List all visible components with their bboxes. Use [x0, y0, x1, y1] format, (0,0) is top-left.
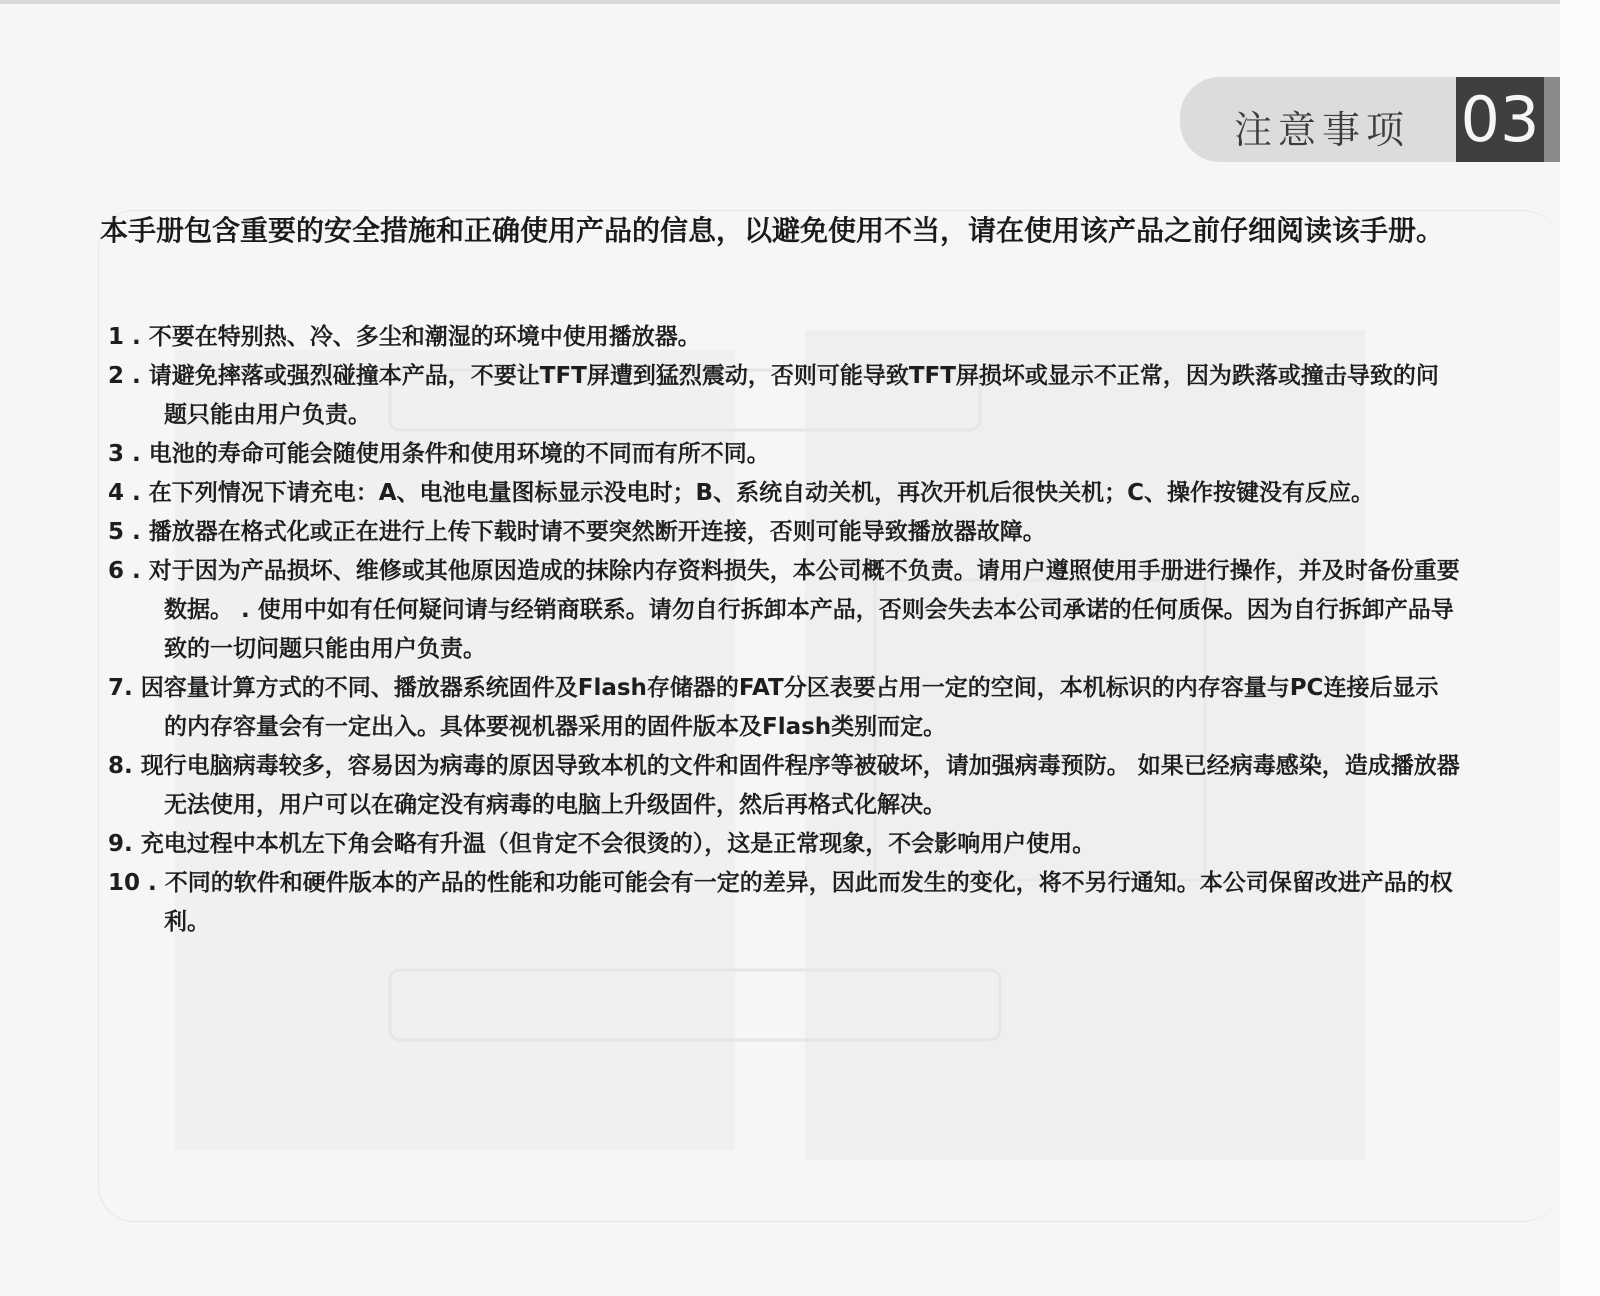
precautions-list — [100, 318, 1460, 942]
section-number: 03 — [1456, 77, 1544, 162]
list-item: 9. 充电过程中本机左下角会略有升温（但肯定不会很烫的），这是正常现象，不会影响用户使用。 — [108, 831, 1096, 857]
section-title: 注意事项 — [1233, 108, 1410, 152]
list-item: 7. 因容量计算方式的不同、播放器系统固件及Flash存储器的FAT分区表要占用一定的空间，本机标识的内存容量与PC连接后显示的内存容量会有一定出入。具体要视机器采用的固件版本及Flash类别而定。 — [108, 675, 1439, 740]
section-header — [1180, 77, 1560, 162]
section-tab — [1180, 77, 1480, 162]
list-item: 8. 现行电脑病毒较多，容易因为病毒的原因导致本机的文件和固件程序等被破坏，请加强病毒预防。 如果已经病毒感染，造成播放器无法使用，用户可以在确定没有病毒的电脑上升级固件，然后再格式化解决。 — [108, 753, 1460, 818]
intro-paragraph: 本手册包含重要的安全措施和正确使用产品的信息，以避免使用不当，请在使用该产品之前仔细阅读该手册。 — [100, 214, 1445, 247]
list-item: 6 . 对于因为产品损坏、维修或其他原因造成的抹除内存资料损失，本公司概不负责。请用户遵照使用手册进行操作，并及时备份重要数据。 . 使用中如有任何疑问请与经销商联系。请勿自行拆卸本产品，否则会失去本公司承诺的任何质保。因为自行拆卸产品导致的一切问题只能由用户负责。 — [108, 558, 1460, 662]
page-top-border — [0, 0, 1560, 4]
list-item: 5 . 播放器在格式化或正在进行上传下载时请不要突然断开连接，否则可能导致播放器故障。 — [108, 519, 1046, 545]
list-item: 4 . 在下列情况下请充电：A、电池电量图标显示没电时；B、系统自动关机，再次开机后很快关机；C、操作按键没有反应。 — [108, 480, 1374, 506]
list-item: 3 . 电池的寿命可能会随使用条件和使用环境的不同而有所不同。 — [108, 441, 770, 467]
list-item: 10 . 不同的软件和硬件版本的产品的性能和功能可能会有一定的差异，因此而发生的变化，将不另行通知。本公司保留改进产品的权利。 — [108, 870, 1453, 935]
page-edge — [1560, 0, 1600, 1296]
list-item: 1 . 不要在特别热、冷、多尘和潮湿的环境中使用播放器。 — [108, 324, 701, 350]
section-number-strip — [1544, 77, 1560, 162]
list-item: 2 . 请避免摔落或强烈碰撞本产品，不要让TFT屏遭到猛烈震动，否则可能导致TFT屏损坏或显示不正常，因为跌落或撞击导致的问题只能由用户负责。 — [108, 363, 1439, 428]
